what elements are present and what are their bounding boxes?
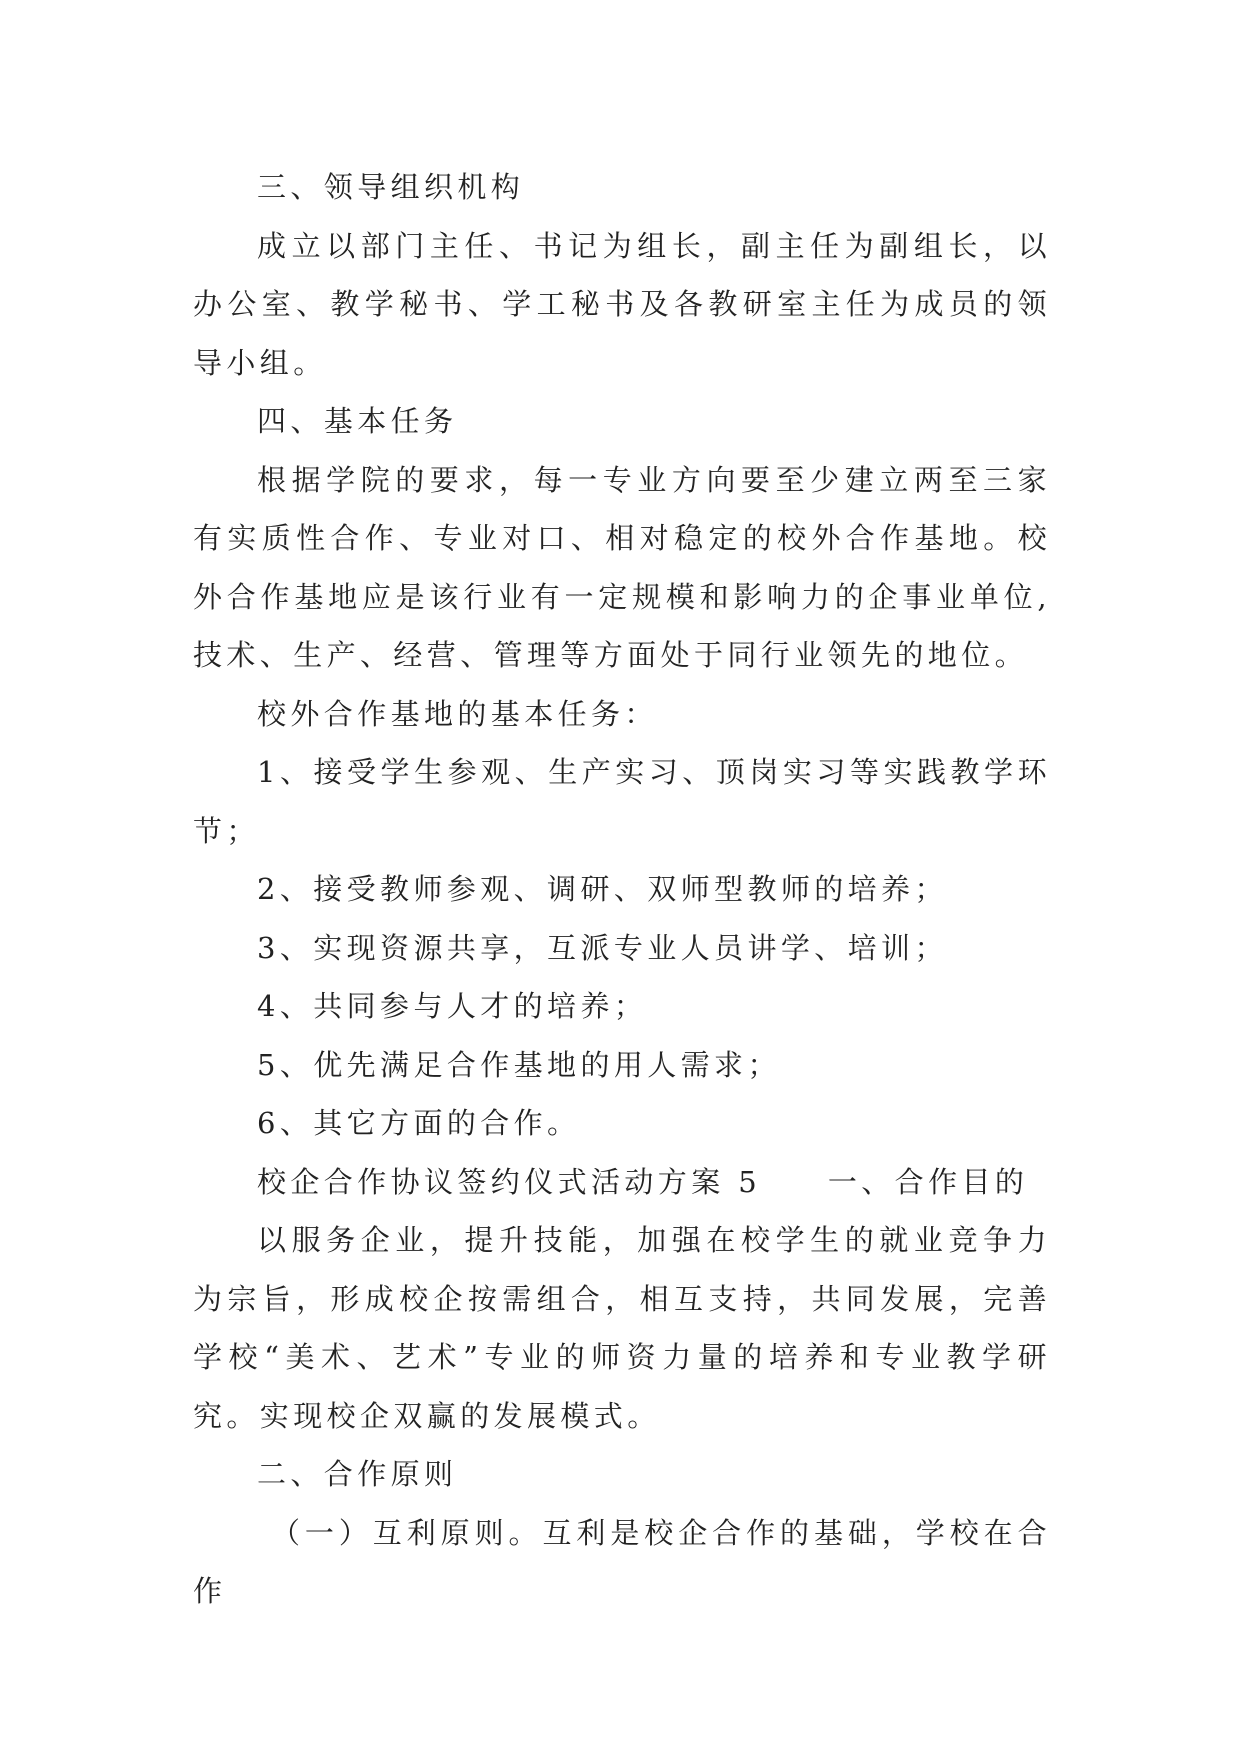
section-heading-basic-tasks: 四、基本任务 (257, 404, 458, 438)
list-item-task-3: 3、实现资源共享，互派专业人员讲学、培训； (257, 930, 948, 965)
document-body (193, 158, 1051, 1621)
section-heading-plan-5: 校企合作协议签约仪式活动方案 5 一、合作目的 (257, 1164, 1029, 1199)
paragraph-base-tasks-intro: 校外合作基地的基本任务： (257, 696, 658, 731)
list-item-task-4: 4、共同参与人才的培养； (257, 989, 648, 1023)
paragraph-college-requirements: 根据学院的要求，每一专业方向要至少建立两至三家有实质性合作、专业对口、相对稳定的校外合作基地。校外合作基地应是该行业有一定规模和影响力的企事业单位,技术、生产、经营、管理等方面处于同行业领先的地位。 (193, 462, 1051, 672)
list-item-task-2: 2、接受教师参观、调研、双师型教师的培养； (257, 872, 948, 906)
paragraph-leadership-group: 成立以部门主任、书记为组长，副主任为副组长，以办公室、教学秘书、学工秘书及各教研室主任为成员的领导小组。 (193, 228, 1051, 380)
paragraph-cooperation-goal: 以服务企业，提升技能，加强在校学生的就业竞争力为宗旨，形成校企按需组合，相互支持，共同发展，完善学校“美术、艺术”专业的师资力量的培养和专业教学研究。实现校企双赢的发展模式。 (193, 1223, 1051, 1433)
list-item-task-5: 5、优先满足合作基地的用人需求； (257, 1047, 781, 1082)
paragraph-mutual-benefit: （一）互利原则。互利是校企合作的基础，学校在合作 (193, 1515, 1051, 1608)
section-heading-leadership: 三、领导组织机构 (257, 170, 525, 204)
list-item-task-1: 1、接受学生参观、生产实习、顶岗实习等实践教学环节； (193, 755, 1051, 848)
section-heading-principles: 二、合作原则 (257, 1457, 458, 1491)
list-item-task-6: 6、其它方面的合作。 (257, 1106, 581, 1140)
